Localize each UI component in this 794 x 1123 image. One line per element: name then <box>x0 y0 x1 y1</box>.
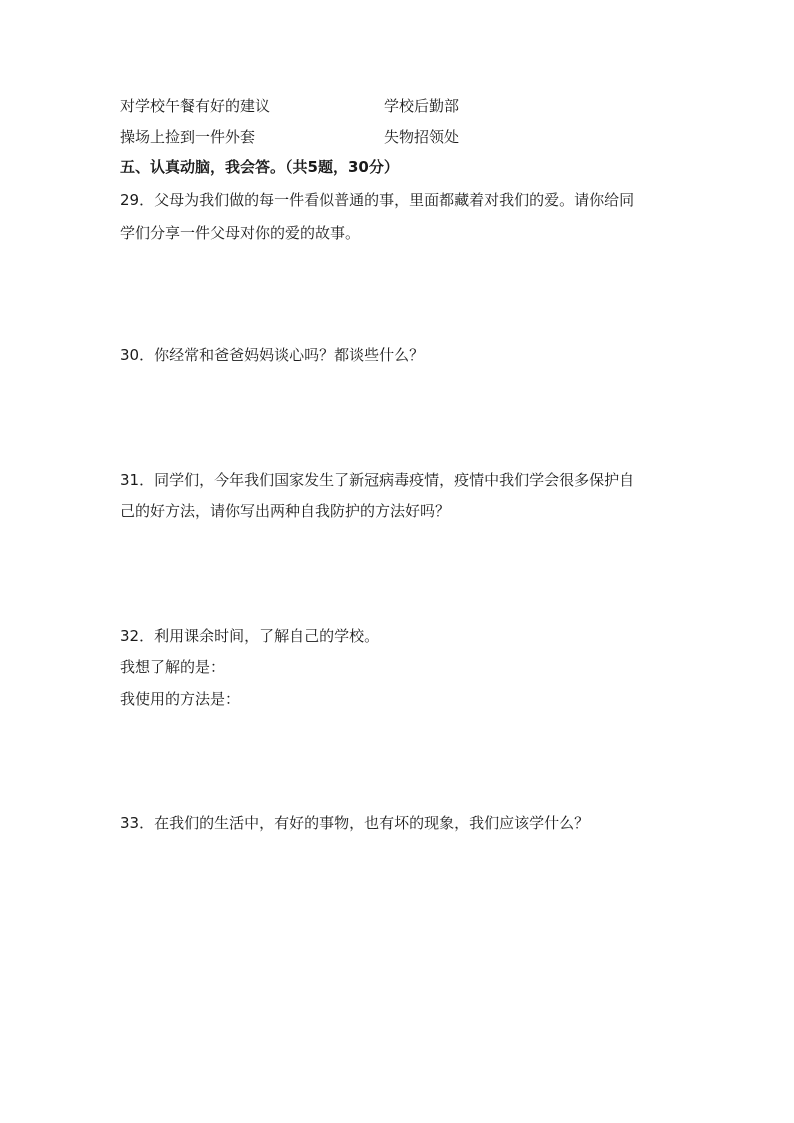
question-29-line-1: 29．父母为我们做的每一件看似普通的事，里面都藏着对我们的爱。请你给同 <box>120 191 635 209</box>
match-right-2: 失物招领处 <box>384 128 460 146</box>
match-right-1: 学校后勤部 <box>384 97 460 115</box>
question-29-line-2: 学们分享一件父母对你的爱的故事。 <box>120 224 361 242</box>
question-33: 33．在我们的生活中，有好的事物，也有坏的现象，我们应该学什么？ <box>120 814 590 832</box>
question-31-line-2: 己的好方法，请你写出两种自我防护的方法好吗？ <box>120 502 451 520</box>
section-heading: 五、认真动脑，我会答。（共5题，30分） <box>120 158 399 176</box>
question-32-prompt-1: 我想了解的是： <box>120 658 226 676</box>
question-32: 32．利用课余时间，了解自己的学校。 <box>120 627 380 645</box>
match-left-2: 操场上捡到一件外套 <box>120 128 256 146</box>
question-32-prompt-2: 我使用的方法是： <box>120 690 241 708</box>
question-30: 30．你经常和爸爸妈妈谈心吗？都谈些什么？ <box>120 346 425 364</box>
question-31-line-1: 31．同学们，今年我们国家发生了新冠病毒疫情，疫情中我们学会很多保护自 <box>120 471 635 489</box>
match-left-1: 对学校午餐有好的建议 <box>120 97 271 115</box>
